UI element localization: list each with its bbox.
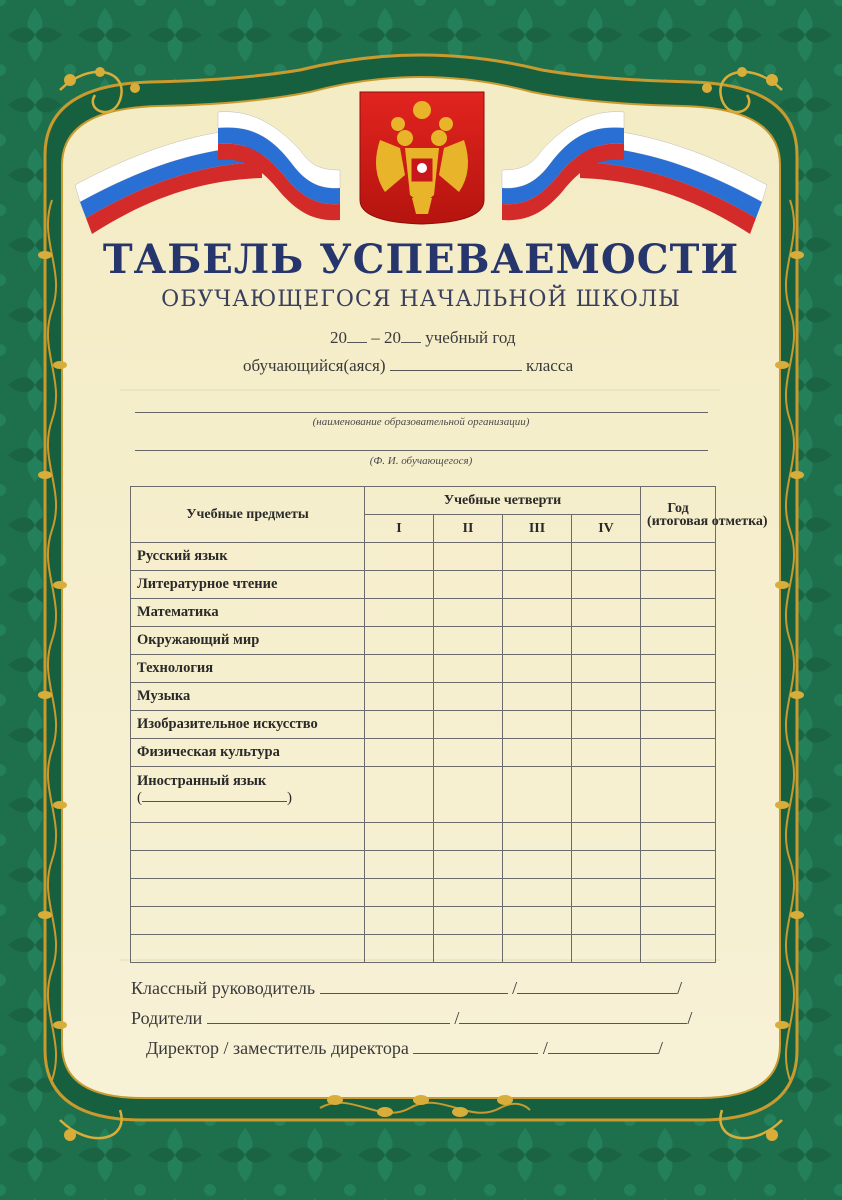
- grade-cell[interactable]: [434, 739, 503, 767]
- subjects-header: Учебные предметы: [131, 487, 365, 543]
- document-title: ТАБЕЛЬ УСПЕВАЕМОСТИ: [102, 236, 740, 283]
- grade-cell[interactable]: [434, 907, 503, 935]
- empty-subject-cell[interactable]: [131, 935, 365, 963]
- separator: /: [677, 978, 683, 998]
- subject-cell: Изобразительное искусство: [131, 711, 365, 739]
- class-teacher-signature-line: [131, 978, 682, 999]
- subject-cell: Музыка: [131, 683, 365, 711]
- year-grade-cell[interactable]: [641, 767, 716, 823]
- class-blank[interactable]: [390, 369, 522, 371]
- year-header-sub: (итоговая отметка): [647, 513, 768, 529]
- grade-cell[interactable]: [434, 627, 503, 655]
- year-grade-cell[interactable]: [641, 571, 716, 599]
- year-grade-cell[interactable]: [641, 627, 716, 655]
- director-signature-line: [146, 1038, 663, 1059]
- organization-line[interactable]: [135, 412, 708, 413]
- table-row: [131, 571, 716, 599]
- student-prefix: обучающийся(аяся): [243, 356, 386, 375]
- grade-cell[interactable]: [434, 543, 503, 571]
- foreign-language-cell: [131, 767, 365, 823]
- director-sign-blank[interactable]: [548, 1052, 658, 1054]
- grade-cell[interactable]: [434, 683, 503, 711]
- separator: /: [687, 1008, 693, 1028]
- grade-cell[interactable]: [365, 599, 434, 627]
- year-grade-cell[interactable]: [641, 935, 716, 963]
- year-suffix: учебный год: [425, 328, 516, 347]
- table-row: [131, 711, 716, 739]
- grade-cell[interactable]: [365, 907, 434, 935]
- grade-cell[interactable]: [572, 627, 641, 655]
- grade-cell[interactable]: [572, 739, 641, 767]
- student-name-line[interactable]: [135, 450, 708, 451]
- year-grade-header: [641, 487, 768, 543]
- year-dash: – 20: [371, 328, 401, 347]
- student-suffix: класса: [526, 356, 574, 375]
- separator: /: [512, 978, 518, 998]
- coat-of-arms: [360, 92, 484, 224]
- parents-label: Родители: [131, 1008, 203, 1028]
- foreign-language-paren: ( ): [137, 790, 292, 806]
- organization-caption: (наименование образовательной организации): [312, 416, 530, 428]
- year-grade-cell[interactable]: [641, 823, 716, 851]
- grade-cell[interactable]: [572, 935, 641, 963]
- quarter-header-3: III: [503, 515, 572, 543]
- year-grade-cell[interactable]: [641, 879, 716, 907]
- year-grade-cell[interactable]: [641, 655, 716, 683]
- grade-cell[interactable]: [503, 711, 572, 739]
- quarters-header: Учебные четверти: [365, 487, 641, 515]
- grade-cell[interactable]: [365, 627, 434, 655]
- subject-cell: Технология: [131, 655, 365, 683]
- grade-cell[interactable]: [434, 879, 503, 907]
- table-row: [131, 599, 716, 627]
- grade-cell[interactable]: [434, 711, 503, 739]
- year-blank-1[interactable]: [347, 341, 367, 343]
- subject-cell: Физическая культура: [131, 739, 365, 767]
- table-row: [131, 543, 716, 571]
- year-blank-2[interactable]: [401, 341, 421, 343]
- table-row: [131, 823, 716, 851]
- grade-cell[interactable]: [503, 599, 572, 627]
- grade-cell[interactable]: [503, 935, 572, 963]
- grade-cell[interactable]: [365, 851, 434, 879]
- parents-signature-line: [131, 1008, 692, 1029]
- director-label: Директор / заместитель директора: [146, 1038, 409, 1058]
- grade-cell[interactable]: [572, 543, 641, 571]
- foreign-language-blank[interactable]: [142, 800, 287, 802]
- grade-cell[interactable]: [365, 935, 434, 963]
- grade-cell[interactable]: [365, 879, 434, 907]
- subject-cell: Математика: [131, 599, 365, 627]
- quarter-header-1: I: [365, 515, 434, 543]
- grade-cell[interactable]: [572, 683, 641, 711]
- grade-cell[interactable]: [572, 767, 641, 823]
- student-class-line: [243, 356, 573, 376]
- grade-cell[interactable]: [503, 739, 572, 767]
- year-grade-cell[interactable]: [641, 599, 716, 627]
- student-name-caption: (Ф. И. обучающегося): [369, 455, 473, 467]
- grade-cell[interactable]: [572, 571, 641, 599]
- grade-cell[interactable]: [503, 627, 572, 655]
- empty-subject-cell[interactable]: [131, 851, 365, 879]
- grade-cell[interactable]: [434, 767, 503, 823]
- school-year-line: [330, 328, 516, 348]
- class-teacher-name-blank[interactable]: [320, 992, 508, 994]
- separator: /: [657, 1038, 663, 1058]
- grade-cell[interactable]: [434, 655, 503, 683]
- subject-cell: Русский язык: [131, 543, 365, 571]
- grade-cell[interactable]: [365, 823, 434, 851]
- grades-table: [130, 486, 768, 963]
- year-grade-cell[interactable]: [641, 907, 716, 935]
- year-prefix: 20: [330, 328, 347, 347]
- table-row: [131, 879, 716, 907]
- class-teacher-label: Классный руководитель: [131, 978, 316, 998]
- grade-cell[interactable]: [503, 543, 572, 571]
- subject-cell: Окружающий мир: [131, 627, 365, 655]
- empty-subject-cell[interactable]: [131, 823, 365, 851]
- empty-subject-cell[interactable]: [131, 907, 365, 935]
- separator: /: [542, 1038, 548, 1058]
- grade-cell[interactable]: [572, 599, 641, 627]
- grade-cell[interactable]: [365, 739, 434, 767]
- grade-cell[interactable]: [434, 823, 503, 851]
- grade-cell[interactable]: [365, 571, 434, 599]
- grade-cell[interactable]: [434, 851, 503, 879]
- grade-cell[interactable]: [365, 711, 434, 739]
- grade-cell[interactable]: [572, 907, 641, 935]
- year-grade-cell[interactable]: [641, 711, 716, 739]
- year-grade-cell[interactable]: [641, 851, 716, 879]
- grade-cell[interactable]: [503, 767, 572, 823]
- grade-cell[interactable]: [503, 683, 572, 711]
- grade-cell[interactable]: [503, 571, 572, 599]
- empty-subject-cell[interactable]: [131, 879, 365, 907]
- grade-cell[interactable]: [572, 851, 641, 879]
- grade-cell[interactable]: [572, 711, 641, 739]
- table-row: [131, 739, 716, 767]
- grade-cell[interactable]: [365, 683, 434, 711]
- separator: /: [454, 1008, 460, 1028]
- grade-cell[interactable]: [434, 935, 503, 963]
- table-row: [131, 655, 716, 683]
- grade-cell[interactable]: [365, 543, 434, 571]
- grade-cell[interactable]: [503, 823, 572, 851]
- quarter-header-2: II: [434, 515, 503, 543]
- grade-cell[interactable]: [572, 879, 641, 907]
- parents-sign-blank[interactable]: [459, 1022, 687, 1024]
- grade-cell[interactable]: [434, 599, 503, 627]
- grade-cell[interactable]: [365, 655, 434, 683]
- subject-cell: Литературное чтение: [131, 571, 365, 599]
- grade-cell[interactable]: [503, 879, 572, 907]
- year-grade-cell[interactable]: [641, 739, 716, 767]
- grade-cell[interactable]: [503, 907, 572, 935]
- class-teacher-sign-blank[interactable]: [517, 992, 677, 994]
- year-grade-cell[interactable]: [641, 683, 716, 711]
- parents-name-blank[interactable]: [207, 1022, 450, 1024]
- quarter-header-4: IV: [572, 515, 641, 543]
- table-row: [131, 683, 716, 711]
- table-row: [131, 627, 716, 655]
- foreign-language-label: Иностранный язык: [137, 773, 267, 789]
- director-name-blank[interactable]: [413, 1052, 538, 1054]
- grade-cell[interactable]: [572, 823, 641, 851]
- table-row: [131, 907, 716, 935]
- grade-cell[interactable]: [434, 571, 503, 599]
- grade-cell[interactable]: [365, 767, 434, 823]
- year-grade-cell[interactable]: [641, 543, 716, 571]
- document-subtitle: ОБУЧАЮЩЕГОСЯ НАЧАЛЬНОЙ ШКОЛЫ: [161, 287, 681, 312]
- table-row: [131, 935, 716, 963]
- grade-cell[interactable]: [572, 655, 641, 683]
- grade-cell[interactable]: [503, 655, 572, 683]
- table-row: [131, 851, 716, 879]
- year-header-top: Год: [667, 500, 689, 516]
- table-row: [131, 767, 716, 823]
- grade-cell[interactable]: [503, 851, 572, 879]
